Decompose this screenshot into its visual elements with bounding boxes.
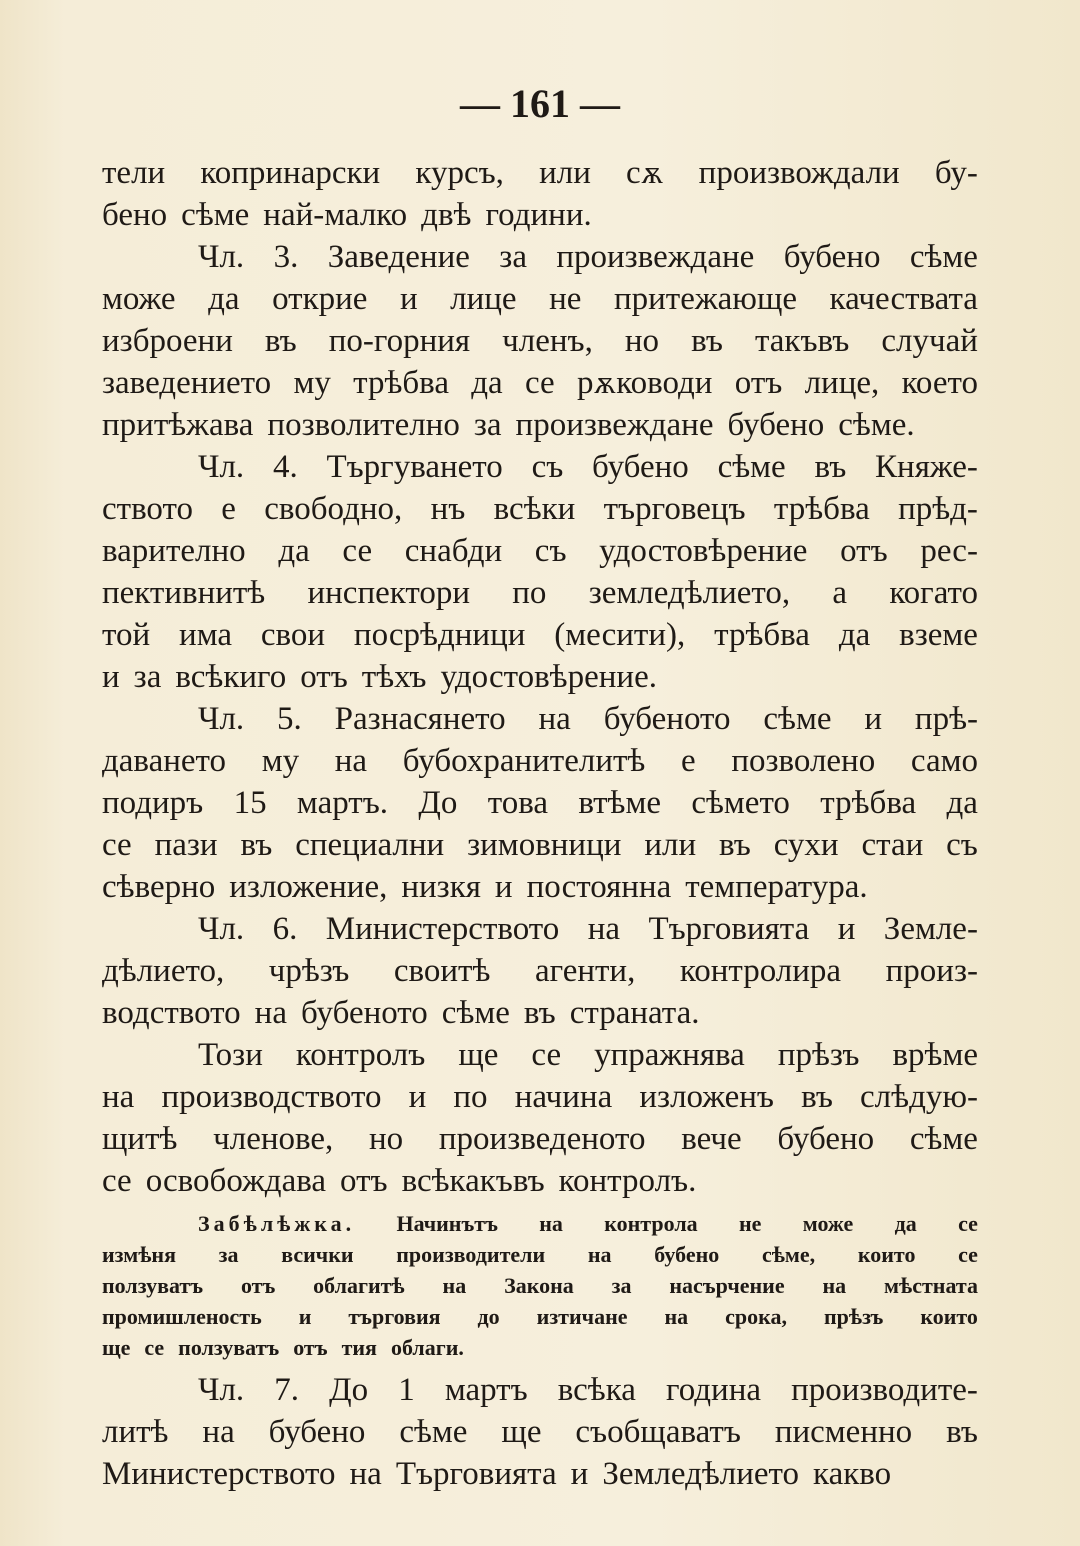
text-line (102, 194, 978, 236)
word: Чл. (198, 1372, 245, 1408)
word: въ (240, 827, 273, 863)
text-line (102, 572, 978, 614)
word: всѣкакъвъ (401, 1163, 545, 1199)
word: трѣбва (773, 491, 870, 527)
word: страната. (569, 995, 700, 1031)
word: не (738, 1211, 762, 1236)
word: търговецъ (603, 491, 746, 527)
word: прѣзъ (777, 1037, 860, 1073)
word: Търговията (395, 1456, 557, 1492)
word: врѣме (892, 1037, 978, 1073)
word: да (838, 617, 871, 653)
paragraph (102, 152, 978, 236)
word: на (587, 911, 621, 947)
word: Чл. (198, 239, 245, 275)
word: бубено (654, 1242, 720, 1267)
word: бубено (783, 239, 881, 275)
word: заведението (102, 365, 272, 401)
word: въ (946, 1414, 978, 1450)
word: въ (691, 323, 723, 359)
word: щитѣ (102, 1121, 178, 1157)
word: контрола (604, 1211, 698, 1236)
text-line (102, 824, 978, 866)
text-line (102, 782, 978, 824)
word: въ (801, 1079, 833, 1115)
word: водството (102, 995, 241, 1031)
word: по-горния (328, 323, 471, 359)
word: въ (719, 827, 751, 863)
word: произвеждане (515, 407, 714, 443)
note-label: Забѣлѣжка. (198, 1211, 356, 1236)
word: на (538, 701, 571, 737)
word: производите- (791, 1372, 978, 1408)
word: изтичане (536, 1304, 628, 1329)
word: на (664, 1304, 689, 1329)
word: съ (531, 449, 564, 485)
word: 15 (233, 785, 267, 821)
word: агенти, (534, 953, 636, 989)
word: Княже- (875, 449, 978, 485)
word: прѣзъ (823, 1304, 884, 1329)
text-line (102, 446, 978, 488)
text-line (102, 698, 978, 740)
word: сѣме (909, 239, 978, 275)
word: даването (102, 743, 227, 779)
word: се (102, 827, 132, 863)
word: сѣме, (761, 1242, 816, 1267)
word: Земледѣлието (602, 1456, 800, 1492)
word: тели (102, 155, 166, 191)
word: по (512, 575, 547, 611)
word: но (624, 323, 660, 359)
word: които (857, 1242, 916, 1267)
word: това (487, 785, 549, 821)
word: ството (102, 491, 193, 527)
word: да (278, 533, 310, 569)
word: сѣме (909, 1121, 978, 1157)
word: контролира (679, 953, 842, 989)
word: Чл. (198, 911, 245, 947)
word: сѣмето (691, 785, 790, 821)
word: които (920, 1304, 978, 1329)
word: Заведение (327, 239, 470, 275)
word: или (539, 155, 591, 191)
word: инспектори (307, 575, 471, 611)
footnote (102, 1208, 978, 1363)
word: Министерството (102, 1456, 336, 1492)
word: Начинътъ (396, 1211, 498, 1236)
word: той (102, 617, 151, 653)
text-line (102, 992, 978, 1034)
word: съ (946, 827, 978, 863)
word: рѫководи (576, 365, 713, 401)
word: за (611, 1273, 632, 1298)
paragraph (102, 446, 978, 698)
word: 4. (272, 449, 298, 485)
word: пази (154, 827, 218, 863)
word: изброени (102, 323, 233, 359)
word: До (329, 1372, 369, 1408)
word: постоянна (526, 869, 672, 905)
word: писменно (774, 1414, 913, 1450)
word: всички (281, 1242, 354, 1267)
word: за (499, 239, 527, 275)
text-line (102, 362, 978, 404)
word: какво (813, 1456, 892, 1492)
word: удостовѣрение. (440, 659, 657, 695)
word: да (946, 785, 978, 821)
word: произ- (885, 953, 978, 989)
word: ще (102, 1335, 131, 1360)
word: сѫ (626, 155, 664, 191)
text-line (102, 740, 978, 782)
word: за (218, 1242, 239, 1267)
word: нъ (430, 491, 466, 527)
word: бу- (934, 155, 978, 191)
word: Чл. (198, 701, 245, 737)
word: сѣме (181, 197, 250, 233)
word: трѣбва (820, 785, 917, 821)
text-line (102, 1369, 978, 1411)
word: удостовѣрение (599, 533, 808, 569)
word: стаи (861, 827, 924, 863)
word: бубеното (300, 995, 428, 1031)
word: курсъ, (415, 155, 504, 191)
word: снабди (404, 533, 503, 569)
word: производството (161, 1079, 382, 1115)
word: До (418, 785, 458, 821)
word: до (477, 1304, 500, 1329)
word: облагитѣ (313, 1273, 405, 1298)
word: на (539, 1211, 563, 1236)
word: сѣме (763, 701, 832, 737)
note-line (102, 1208, 978, 1239)
word: мартъ (444, 1372, 528, 1408)
word: само (910, 743, 978, 779)
word: на (334, 743, 368, 779)
word: а (832, 575, 848, 611)
text-line (102, 530, 978, 572)
paragraph (102, 908, 978, 1034)
word: своитѣ (393, 953, 491, 989)
word: Чл. (198, 449, 245, 485)
word: може (802, 1211, 854, 1236)
word: е (681, 743, 696, 779)
word: изложенъ (639, 1079, 774, 1115)
word: и (408, 1079, 427, 1115)
word: 7. (274, 1372, 300, 1408)
word: сѣме (717, 449, 786, 485)
word: прѣ- (914, 701, 978, 737)
word: Търговията (648, 911, 810, 947)
word: бубено (777, 1121, 875, 1157)
word: има (179, 617, 232, 653)
word: търговия (348, 1304, 441, 1329)
text-line (102, 404, 978, 446)
word: но (369, 1121, 404, 1157)
word: промишленость (102, 1304, 262, 1329)
word: (месити), (554, 617, 686, 653)
text-line (102, 278, 978, 320)
paragraph (102, 1369, 978, 1495)
word: температура. (685, 869, 868, 905)
text-line (102, 866, 978, 908)
word: зимовници (467, 827, 622, 863)
word: производители (396, 1242, 546, 1267)
word: бено (102, 197, 168, 233)
word: да (208, 281, 240, 317)
note-line (102, 1301, 978, 1332)
word: или (644, 827, 697, 863)
word: 5. (277, 701, 302, 737)
word: години. (485, 197, 592, 233)
word: е (221, 491, 236, 527)
word: трѣбва (714, 617, 810, 653)
word: Министерството (325, 911, 560, 947)
word: 6. (272, 911, 298, 947)
word: бубено (268, 1414, 366, 1450)
page-number: — 161 — (460, 81, 620, 126)
word: мѣстната (884, 1273, 978, 1298)
word: отъ (293, 1335, 328, 1360)
word: съобщаватъ (575, 1414, 741, 1450)
word: на (587, 1242, 612, 1267)
word: качествата (829, 281, 978, 317)
word: низкя (401, 869, 481, 905)
word: бубено (727, 407, 825, 443)
word: двѣ (421, 197, 472, 233)
word: дѣлието, (102, 953, 225, 989)
word: се (342, 533, 373, 569)
text-line (102, 1118, 978, 1160)
word: се (524, 365, 555, 401)
word: всѣкиго (175, 659, 287, 695)
word: ще (458, 1037, 499, 1073)
word: открие (272, 281, 368, 317)
word: съ (534, 533, 567, 569)
text-line (102, 656, 978, 698)
word: може (102, 281, 176, 317)
word: вземе (899, 617, 978, 653)
word: 1 (398, 1372, 415, 1408)
text-line (102, 488, 978, 530)
note-line (102, 1332, 978, 1363)
word: отъ (240, 1273, 276, 1298)
word: и (298, 1304, 312, 1329)
word: втѣме (578, 785, 661, 821)
word: на (254, 995, 287, 1031)
word: и (864, 701, 883, 737)
text-line (102, 1453, 978, 1495)
word: лице (450, 281, 517, 317)
word: слѣдую- (860, 1079, 978, 1115)
word: по (453, 1079, 488, 1115)
word: въ (523, 995, 556, 1031)
word: свободно, (264, 491, 403, 527)
word: контролъ. (558, 1163, 697, 1199)
word: начина (514, 1079, 613, 1115)
word: земледѣлието, (588, 575, 791, 611)
word: отъ (840, 533, 888, 569)
word: свои (260, 617, 326, 653)
word: ще (501, 1414, 542, 1450)
text-line (102, 1160, 978, 1202)
word: бубохранителитѣ (402, 743, 646, 779)
word: да (894, 1211, 917, 1236)
word: му (261, 743, 300, 779)
word: прѣд- (898, 491, 978, 527)
word: отъ (340, 1163, 388, 1199)
word: на (349, 1456, 382, 1492)
word: година (666, 1372, 762, 1408)
word: 3. (273, 239, 299, 275)
text-line (102, 1076, 978, 1118)
text-line (102, 320, 978, 362)
word: членъ, (502, 323, 593, 359)
word: тия (341, 1335, 377, 1360)
word: всѣка (557, 1372, 636, 1408)
word: всѣки (493, 491, 576, 527)
word: литѣ (102, 1414, 169, 1450)
text-line (102, 236, 978, 278)
word: Земле- (883, 911, 978, 947)
word: ползуватъ (178, 1335, 280, 1360)
word: подиръ (102, 785, 204, 821)
paragraph (102, 236, 978, 446)
word: въ (814, 449, 847, 485)
text-line (102, 950, 978, 992)
word: се (531, 1037, 562, 1073)
word: което (901, 365, 978, 401)
word: специални (295, 827, 445, 863)
word: и (494, 869, 513, 905)
word: членове, (213, 1121, 334, 1157)
word: бубено (592, 449, 689, 485)
word: контролъ (295, 1037, 426, 1073)
word: се (144, 1335, 165, 1360)
word: притѣжава (102, 407, 254, 443)
word: варително (102, 533, 246, 569)
word: не (549, 281, 582, 317)
word: копринарски (200, 155, 381, 191)
word: тѣхъ (361, 659, 427, 695)
word: упражнява (594, 1037, 745, 1073)
word: на (102, 1079, 135, 1115)
word: сѣверно (102, 869, 216, 905)
word: се (102, 1163, 132, 1199)
body-text (102, 152, 978, 1495)
word: мартъ. (296, 785, 389, 821)
note-line (102, 1239, 978, 1270)
paragraph (102, 1034, 978, 1202)
word: ползуватъ (102, 1273, 204, 1298)
word: срока, (725, 1304, 787, 1329)
word: сѣме (399, 1414, 468, 1450)
word: чрѣзъ (268, 953, 350, 989)
word: въ (264, 323, 297, 359)
word: измѣня (102, 1242, 176, 1267)
word: сѣме (441, 995, 510, 1031)
word: на (202, 1414, 235, 1450)
word: посрѣдници (353, 617, 526, 653)
word: и (102, 659, 120, 695)
word: на (822, 1273, 847, 1298)
text-line (102, 152, 978, 194)
word: вече (681, 1121, 742, 1157)
word: се (958, 1242, 978, 1267)
word: позволително (267, 407, 460, 443)
word: рес- (920, 533, 978, 569)
text-line (102, 908, 978, 950)
paragraph (102, 698, 978, 908)
word: случай (881, 323, 978, 359)
word: му (293, 365, 331, 401)
word: облаги. (390, 1335, 464, 1360)
word: се (958, 1211, 978, 1236)
text-line (102, 1411, 978, 1453)
word: произвеждане (556, 239, 755, 275)
word: бубеното (603, 701, 731, 737)
word: и (837, 911, 856, 947)
note-line (102, 1270, 978, 1301)
word: да (471, 365, 503, 401)
word: отъ (300, 659, 348, 695)
word: сухи (773, 827, 839, 863)
text-line (102, 614, 978, 656)
word: Закона (504, 1273, 574, 1298)
word: лице, (804, 365, 880, 401)
word: за (473, 407, 502, 443)
word: Разнасянето (334, 701, 506, 737)
word: Този (198, 1037, 263, 1073)
word: произвождали (698, 155, 900, 191)
word: изложение, (229, 869, 388, 905)
word: на (442, 1273, 467, 1298)
word: за (133, 659, 162, 695)
word: пективнитѣ (102, 575, 266, 611)
word: позволено (731, 743, 876, 779)
word: такъвъ (754, 323, 850, 359)
word: сѣме. (838, 407, 915, 443)
word: и (399, 281, 418, 317)
word: отъ (734, 365, 783, 401)
word: Търгуването (326, 449, 503, 485)
word: когато (889, 575, 978, 611)
word: произведеното (438, 1121, 646, 1157)
word: най-малко (263, 197, 408, 233)
word: притежающе (613, 281, 797, 317)
text-line (102, 1034, 978, 1076)
word: освобождава (145, 1163, 327, 1199)
word: и (570, 1456, 589, 1492)
word: насърчение (669, 1273, 785, 1298)
word: трѣбва (353, 365, 449, 401)
